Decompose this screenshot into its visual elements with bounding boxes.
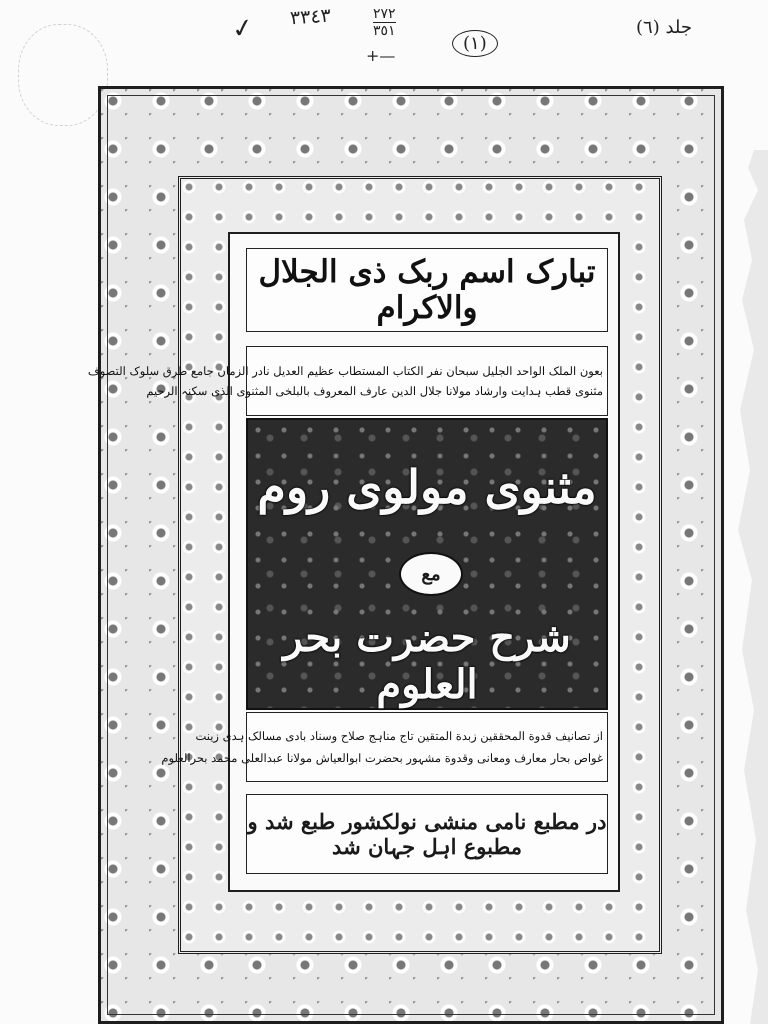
faded-library-stamp <box>18 24 108 126</box>
fraction-top: ٢٧٢ <box>373 6 396 22</box>
check-mark-icon: ✓ <box>229 12 257 46</box>
handwritten-volume-label: جلد (٦) <box>636 17 692 38</box>
struck-out-mark: +— <box>366 46 396 65</box>
handwritten-catalog-number: ٣٣٤٣ <box>289 4 332 30</box>
connector-medallion <box>399 552 463 596</box>
page-number-oval: (١) <box>452 30 498 57</box>
press-imprint: در مطبع نامی منشی نولکشور طبع شد و مطبوع اہل جہان شد <box>247 809 607 859</box>
commentary-title: شرح حضرت بحر العلوم <box>283 614 571 708</box>
fraction-bottom: ٣٥١ <box>373 23 396 39</box>
intro-line: بعون الملک الواحد الجلیل سبحان نفر الکتاب المستطاب عظیم العدیل نادر الزمان جامع طرق سلوک التصوف <box>87 364 603 378</box>
press-panel <box>246 794 608 874</box>
book-title: مثنوی مولوی روم <box>257 460 597 514</box>
author-line: غواص بحار معارف ومعانی وقدوة مشہور بحضرت ابوالعیاش مولانا عبدالعلی محمد بحرالعلوم <box>161 751 603 765</box>
handwritten-page-number <box>452 30 498 57</box>
heading-panel <box>246 248 608 332</box>
torn-page-edge <box>724 150 768 1024</box>
author-line: از تصانیف قدوة المحققین زبدة المتقین تاج مناہج صلاح وسناد بادی مسالک ہدی زینت <box>195 729 603 743</box>
invocation-heading: تبارک اسم ربک ذی الجلال والاکرام <box>258 254 596 326</box>
author-panel <box>161 712 608 782</box>
intro-line: مثنوی قطب ہدایت وارشاد مولانا جلال الدین عارف المعروف بالبلخی المثنوی الذی سکنہ الرحیم <box>146 384 603 398</box>
connector-word: مع <box>421 563 441 585</box>
intro-panel <box>87 346 608 416</box>
handwritten-fraction <box>373 6 396 39</box>
book-title-panel <box>246 418 608 710</box>
